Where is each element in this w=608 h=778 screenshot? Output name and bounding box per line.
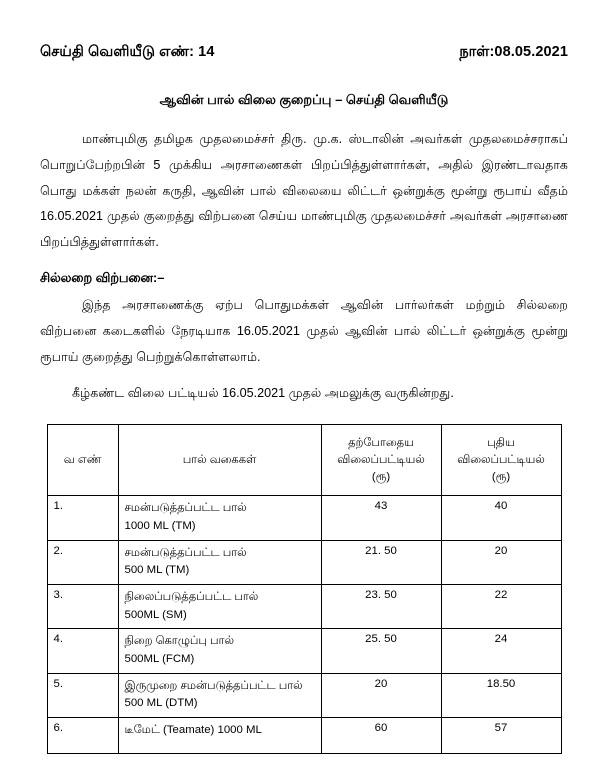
- table-row: [47, 673, 561, 717]
- cell-milk-type-line2: 500 ML (DTM): [124, 697, 198, 710]
- column-header-new-price-line2: விலைப்பட்டியல்: [457, 453, 545, 466]
- table-row: [47, 585, 561, 629]
- cell-milk-type: [118, 718, 321, 754]
- column-header-new-price-line1: புதிய: [487, 436, 515, 449]
- cell-current-price: 25. 50: [321, 629, 441, 673]
- column-header-milk-type: [118, 425, 321, 496]
- press-release-date: நாள்:08.05.2021: [459, 44, 568, 60]
- cell-milk-type-line2: 500ML (SM): [124, 608, 187, 621]
- cell-new-price: 40: [441, 496, 561, 540]
- page-title: ஆவின் பால் விலை குறைப்பு – செய்தி வெளியீடு: [159, 92, 449, 107]
- table-header-row: [47, 425, 561, 496]
- price-table: [47, 424, 562, 754]
- cell-milk-type: [118, 629, 321, 673]
- cell-milk-type: [118, 585, 321, 629]
- cell-current-price: 21. 50: [321, 540, 441, 584]
- cell-milk-type-line2: 500 ML (TM): [124, 564, 190, 577]
- cell-current-price: 60: [321, 718, 441, 754]
- column-header-new-price: [441, 425, 561, 496]
- cell-current-price: 20: [321, 673, 441, 717]
- column-header-current-price-line1: தற்போதைய: [348, 436, 414, 449]
- cell-serial: 6.: [47, 718, 118, 754]
- column-header-serial: [47, 425, 118, 496]
- cell-serial: 1.: [47, 496, 118, 540]
- cell-milk-type-line2: 1000 ML (TM): [124, 519, 196, 532]
- column-header-current-price-line2: விலைப்பட்டியல்: [337, 453, 425, 466]
- table-intro-paragraph: கீழ்கண்ட விலை பட்டியல் 16.05.2021 முதல் அமலுக்கு வருகின்றது.: [72, 385, 454, 400]
- press-release-number: செய்தி வெளியீடு எண்: 14: [40, 44, 215, 60]
- table-row: [47, 496, 561, 540]
- price-table-body: [47, 496, 561, 754]
- table-row: [47, 540, 561, 584]
- cell-serial: 2.: [47, 540, 118, 584]
- cell-current-price: 23. 50: [321, 585, 441, 629]
- cell-serial: 3.: [47, 585, 118, 629]
- cell-serial: 5.: [47, 673, 118, 717]
- cell-current-price: 43: [321, 496, 441, 540]
- column-header-milk-type-line1: பால் வகைகள்: [182, 453, 257, 466]
- retail-paragraph: இந்த அரசாணைக்கு ஏற்ப பொதுமக்கள் ஆவின் பார்லர்கள் மற்றும் சில்லறை விற்பனை கடைகளில் நேரடியாக 16.05.2021 முதல் ஆவின் பால் லிட்டர் ஒன்றுக்கு மூன்று ரூபாய் குறைத்து பெற்றுக்கொள்ளலாம்.: [40, 298, 568, 364]
- cell-milk-type-line1: சமன்படுத்தப்பட்ட பால்: [124, 502, 247, 515]
- cell-milk-type-line1: டீமேட் (Teamate) 1000 ML: [124, 724, 262, 737]
- column-header-current-price: [321, 425, 441, 496]
- column-header-serial-line1: வ எண்: [63, 453, 102, 466]
- cell-milk-type: [118, 540, 321, 584]
- retail-section-heading: சில்லறை விற்பனை:–: [40, 270, 165, 286]
- table-row: [47, 718, 561, 754]
- cell-serial: 4.: [47, 629, 118, 673]
- cell-milk-type-line2: 500ML (FCM): [124, 653, 195, 666]
- cell-new-price: 22: [441, 585, 561, 629]
- cell-milk-type: [118, 673, 321, 717]
- column-header-new-price-line3: (ரூ): [491, 470, 511, 483]
- cell-milk-type-line1: நிறை கொழுப்பு பால்: [124, 635, 234, 648]
- cell-milk-type-line1: சமன்படுத்தப்பட்ட பால்: [124, 546, 247, 559]
- cell-milk-type-line1: நிலைப்படுத்தப்பட்ட பால்: [124, 591, 259, 603]
- table-row: [47, 629, 561, 673]
- price-table-header: [47, 425, 561, 496]
- intro-paragraph: மாண்புமிகு தமிழக முதலமைச்சர் திரு. மு.க. ஸ்டாலின் அவர்கள் முதலமைச்சராகப் பொறுப்பேற்றபின் 5 முக்கிய அரசாணைகள் பிறப்பித்துள்ளார்கள், அதில் இரண்டாவதாக பொது மக்கள் நலன் கருதி, ஆவின் பால் விலையை லிட்டர் ஒன்றுக்கு மூன்று ரூபாய் வீதம் 16.05.2021 முதல் குறைத்து விற்பனை செய்ய மாண்புமிகு முதலமைச்சர் அவர்கள் அரசாணை பிறப்பித்துள்ளார்கள்.: [40, 132, 568, 250]
- document-header: [40, 44, 568, 62]
- cell-new-price: 57: [441, 718, 561, 754]
- cell-milk-type: [118, 496, 321, 540]
- column-header-current-price-line3: (ரூ): [371, 470, 391, 483]
- cell-new-price: 20: [441, 540, 561, 584]
- cell-new-price: 18.50: [441, 673, 561, 717]
- cell-new-price: 24: [441, 629, 561, 673]
- cell-milk-type-line1: இருமுறை சமன்படுத்தப்பட்ட பால்: [124, 679, 303, 692]
